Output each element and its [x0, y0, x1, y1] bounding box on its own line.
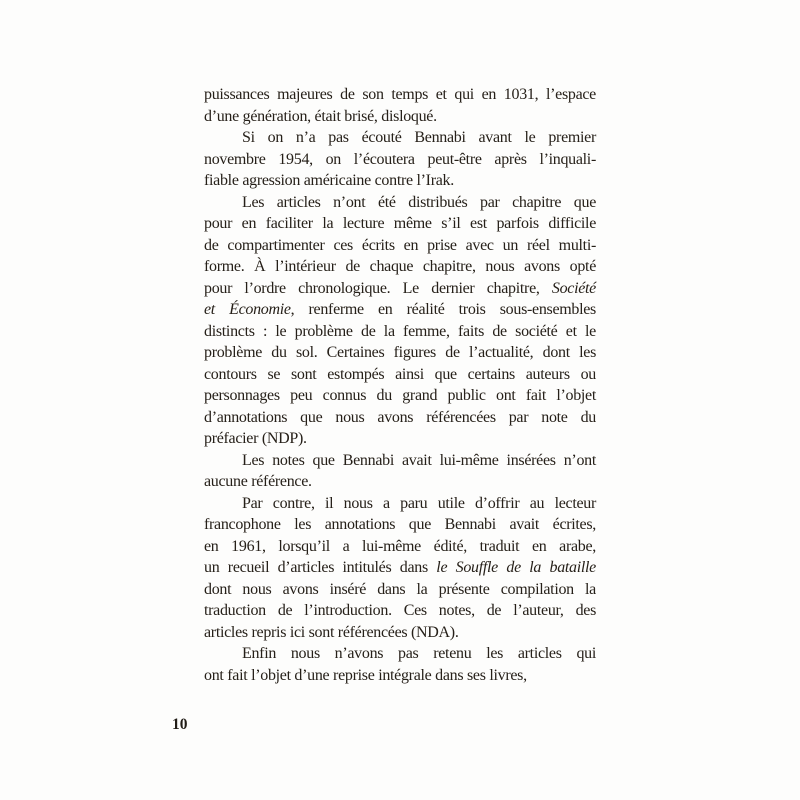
- text-segment: ont fait l’objet d’une reprise intégrale dans ses livres,: [204, 666, 527, 684]
- text-line: [204, 665, 596, 687]
- text-line: [204, 192, 596, 214]
- text-line: [204, 106, 596, 128]
- text-segment: Les articles n’ont été distribués par chapitre que: [242, 193, 596, 211]
- text-segment: de compartimenter ces écrits en prise avec un réel multi-: [204, 236, 596, 254]
- italic-text-segment: Société: [551, 279, 596, 297]
- text-segment: en 1961, lorsqu’il a lui-même édité, traduit en arabe,: [204, 537, 596, 555]
- italic-text-segment: le Souffle de la bataille: [436, 559, 596, 576]
- page-number: 10: [172, 716, 188, 733]
- text-segment: un recueil d’articles intitulés dans: [204, 559, 437, 576]
- text-line: [204, 84, 596, 106]
- text-segment: , renferme en réalité trois sous-ensembles: [290, 301, 596, 318]
- text-segment: puissances majeures de son temps et qui en 1031, l’espace: [204, 86, 596, 103]
- text-line: [204, 213, 596, 235]
- text-line: [204, 514, 596, 536]
- text-segment: problème du sol. Certaines figures de l’actualité, dont les: [204, 344, 596, 361]
- text-segment: pour en faciliter la lecture même s’il est parfois difficile: [204, 215, 596, 232]
- text-line: [204, 471, 596, 493]
- text-line: [204, 579, 596, 601]
- text-line: [204, 385, 596, 407]
- text-line: [204, 127, 596, 149]
- text-line: [204, 321, 596, 343]
- text-segment: francophone les annotations que Bennabi avait écrites,: [204, 516, 596, 533]
- text-line: [204, 170, 596, 192]
- text-line: [204, 622, 596, 644]
- text-segment: Enfin nous n’avons pas retenu les articles qui: [242, 645, 596, 662]
- text-segment: pour l’ordre chronologique. Le dernier chapitre,: [204, 279, 552, 297]
- text-segment: Par contre, il nous a paru utile d’offrir au lecteur: [242, 494, 596, 512]
- body-text-block: [204, 84, 596, 686]
- text-line: [204, 450, 596, 472]
- text-line: [204, 600, 596, 622]
- text-segment: préfacier (NDP).: [204, 430, 307, 447]
- text-segment: dont nous avons inséré dans la présente compilation la: [204, 580, 596, 598]
- text-line: [204, 428, 596, 450]
- text-segment: forme. À l’intérieur de chaque chapitre, nous avons opté: [204, 258, 596, 275]
- text-line: [204, 235, 596, 257]
- text-line: [204, 256, 596, 278]
- italic-text-segment: et Économie: [204, 301, 291, 318]
- text-segment: Les notes que Bennabi avait lui-même insérées n’ont: [242, 451, 596, 469]
- text-segment: distincts : le problème de la femme, faits de société et le: [204, 322, 596, 340]
- text-segment: personnages peu connus du grand public ont fait l’objet: [204, 387, 596, 404]
- text-line: [204, 364, 596, 386]
- text-segment: aucune référence.: [204, 473, 312, 490]
- text-segment: d’annotations que nous avons référencées par note du: [204, 408, 596, 426]
- text-line: [204, 536, 596, 558]
- text-segment: Si on n’a pas écouté Bennabi avant le premier: [242, 129, 596, 146]
- text-line: [204, 407, 596, 429]
- text-line: [204, 149, 596, 171]
- text-segment: articles repris ici sont référencées (NDA).: [204, 623, 459, 641]
- text-segment: novembre 1954, on l’écoutera peut-être après l’inquali-: [204, 150, 596, 168]
- text-line: [204, 299, 596, 321]
- text-line: [204, 557, 596, 579]
- text-segment: fiable agression américaine contre l’Irak.: [204, 172, 454, 189]
- text-line: [204, 342, 596, 364]
- text-segment: d’une génération, était brisé, disloqué.: [204, 107, 437, 125]
- text-line: [204, 278, 596, 300]
- text-segment: traduction de l’introduction. Ces notes, de l’auteur, des: [204, 602, 596, 619]
- text-line: [204, 493, 596, 515]
- text-segment: contours se sont estompés ainsi que certains auteurs ou: [204, 365, 596, 383]
- text-line: [204, 643, 596, 665]
